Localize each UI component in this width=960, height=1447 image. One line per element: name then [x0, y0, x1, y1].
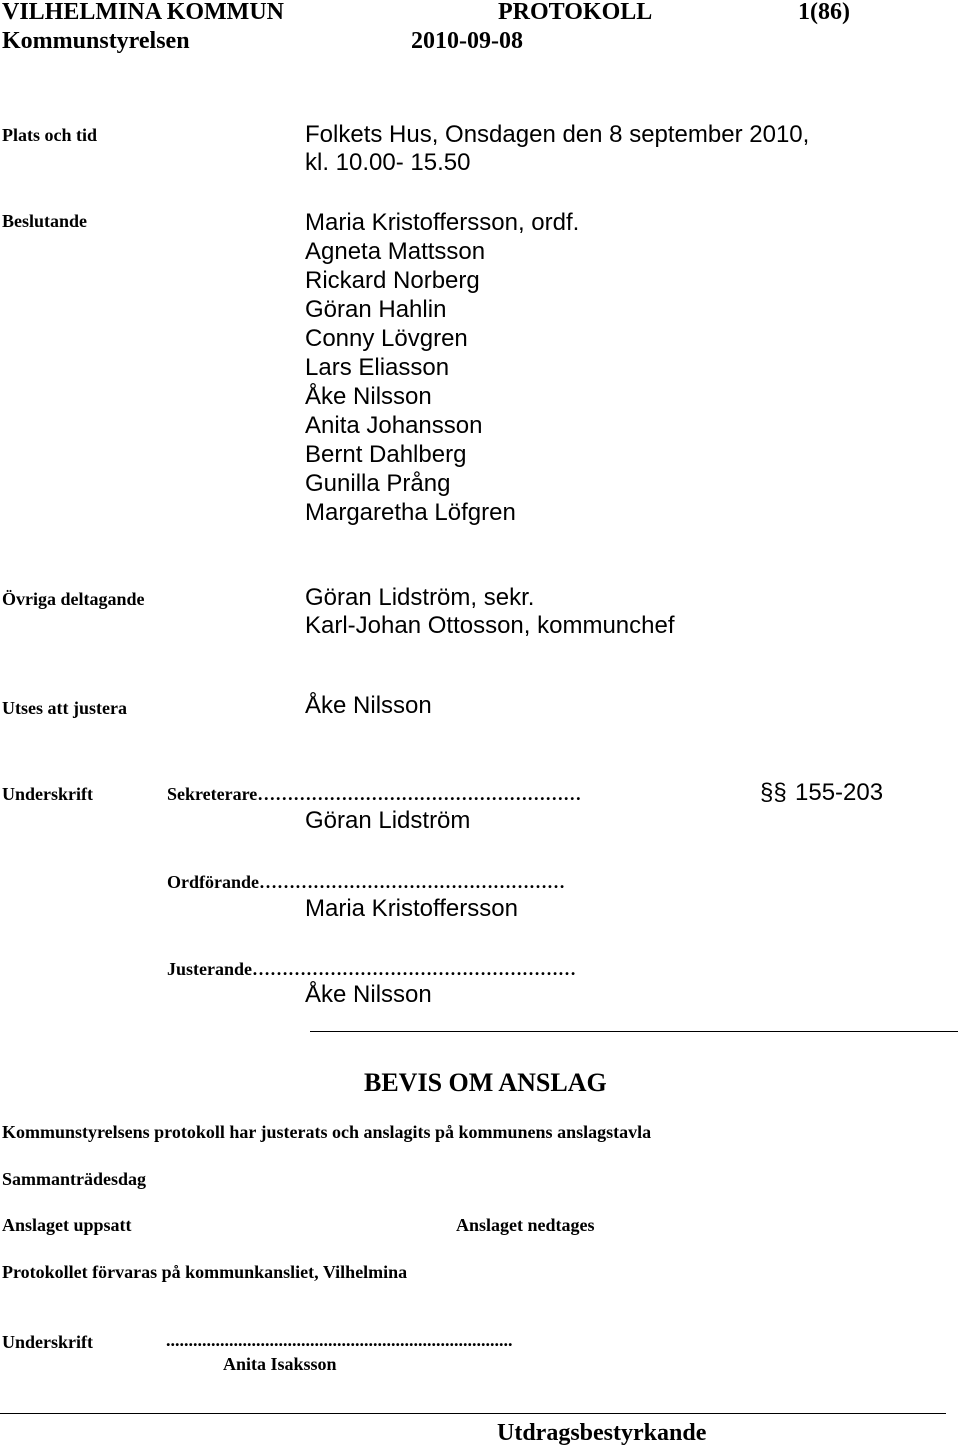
other-participants-label: Övriga deltagande: [2, 589, 145, 609]
adjuster-signature-line: Justerande………………………………………………: [167, 959, 576, 979]
adjuster-signature-name: Åke Nilsson: [305, 981, 432, 1008]
other-participant: Göran Lidström, sekr.: [305, 584, 535, 611]
municipality-name: VILHELMINA KOMMUN: [2, 0, 284, 25]
decision-maker: Anita Johansson: [305, 412, 483, 439]
place-time-label: Plats och tid: [2, 125, 98, 145]
footer-title: Utdragsbestyrkande: [497, 1420, 707, 1446]
chair-signature-line: Ordförande……………………………………………: [167, 872, 565, 892]
decision-makers-label: Beslutande: [2, 211, 88, 231]
decision-maker: Margaretha Löfgren: [305, 499, 516, 526]
storage-note: Protokollet förvaras på kommunkansliet, Vilhelmina: [2, 1262, 408, 1282]
removed-label: Anslaget nedtages: [456, 1215, 595, 1235]
signature-label: Underskrift: [2, 784, 93, 804]
section-mark: §§: [760, 779, 787, 806]
place-time-line-2: kl. 10.00- 15.50: [305, 149, 471, 176]
posting-statement: Kommunstyrelsens protokoll har justerats och anslagits på kommunens anslagstavla: [2, 1122, 652, 1142]
secretary-signature-line: Sekreterare………………………………………………: [167, 784, 582, 804]
decision-maker: Gunilla Prång: [305, 470, 451, 497]
committee-name: Kommunstyrelsen: [2, 28, 190, 54]
chair-name: Maria Kristoffersson: [305, 895, 518, 922]
decision-makers-list: [305, 208, 579, 527]
meeting-date: 2010-09-08: [411, 28, 523, 54]
decision-maker: Rickard Norberg: [305, 267, 480, 294]
decision-maker: Agneta Mattsson: [305, 238, 486, 265]
adjuster-label: Utses att justera: [2, 698, 127, 718]
footer-divider: [0, 1413, 946, 1414]
decision-maker: Conny Lövgren: [305, 325, 468, 352]
adjuster-name: Åke Nilsson: [305, 692, 432, 719]
meeting-day-label: Sammanträdesdag: [2, 1169, 147, 1189]
document-type: PROTOKOLL: [498, 0, 653, 25]
posting-signature-line: .............................................................................: [166, 1330, 513, 1350]
place-time-line-1: Folkets Hus, Onsdagen den 8 september 2010,: [305, 121, 810, 148]
section-range: 155-203: [795, 779, 884, 806]
secretary-name: Göran Lidström: [305, 807, 471, 834]
decision-maker: Lars Eliasson: [305, 354, 450, 381]
decision-maker: Göran Hahlin: [305, 296, 447, 323]
decision-maker: Maria Kristoffersson, ordf.: [305, 209, 580, 236]
posted-label: Anslaget uppsatt: [2, 1215, 132, 1235]
other-participant: Karl-Johan Ottosson, kommunchef: [305, 612, 675, 639]
posting-title: BEVIS OM ANSLAG: [364, 1068, 607, 1097]
signer-name: Anita Isaksson: [223, 1354, 337, 1374]
posting-signature-label: Underskrift: [2, 1332, 93, 1352]
section-divider: [310, 1031, 958, 1032]
decision-maker: Bernt Dahlberg: [305, 441, 467, 468]
page-number: 1(86): [798, 0, 850, 25]
decision-maker: Åke Nilsson: [305, 383, 432, 410]
